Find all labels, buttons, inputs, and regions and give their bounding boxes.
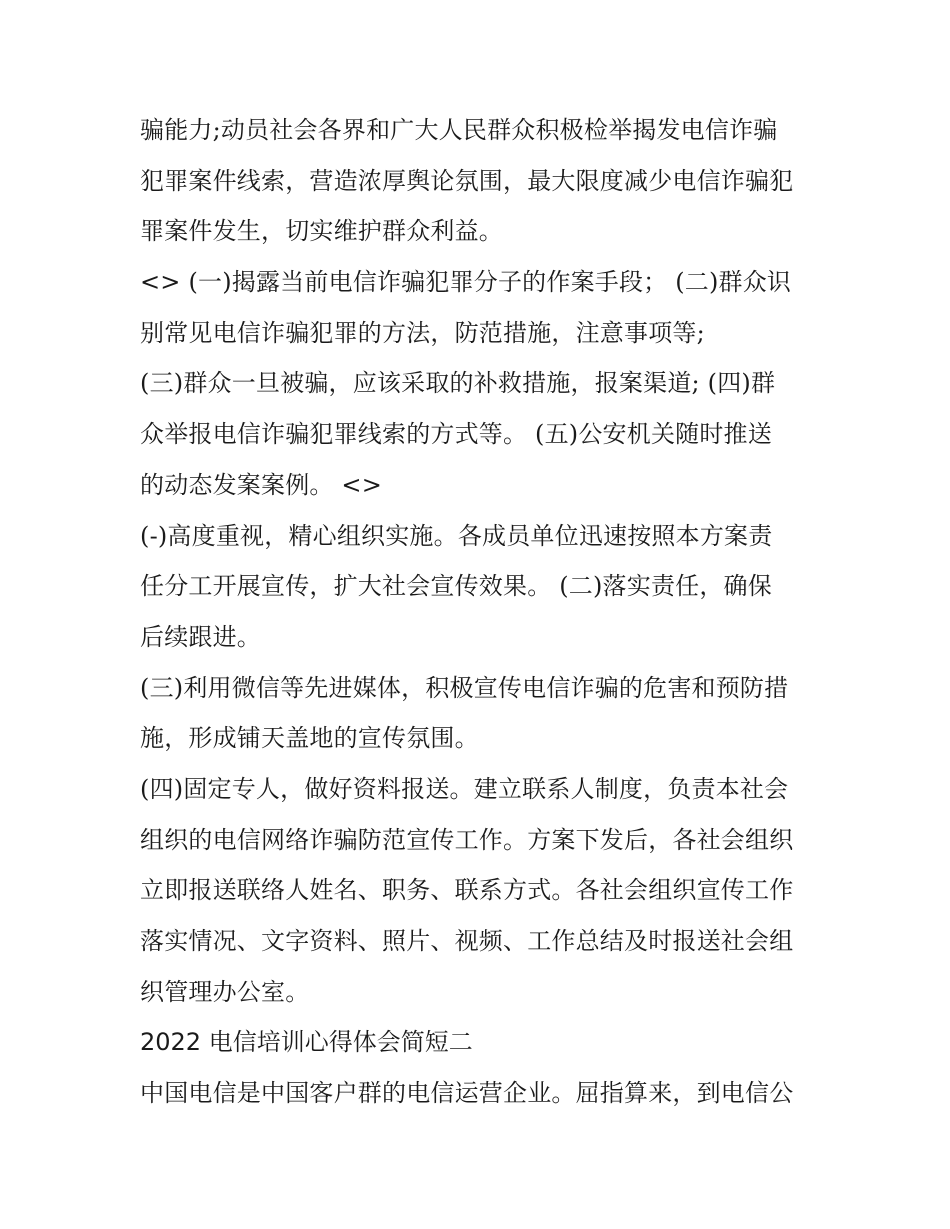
text-line: 犯罪案件线索，营造浓厚舆论氛围，最大限度减少电信诈骗犯 [140, 166, 794, 195]
text-line: 落实情况、文字资料、照片、视频、工作总结及时报送社会组 [140, 927, 794, 955]
text-line: 罪案件发生，切实维护群众利益。 [140, 217, 503, 246]
text-line: (三)群众一旦被骗，应该采取的补救措施，报案渠道; (四)群 [140, 369, 776, 398]
text-line: 的动态发案案例。 <> [140, 470, 383, 499]
text-line: (-)高度重视，精心组织实施。各成员单位迅速按照本方案责 [140, 521, 773, 550]
text-line: 组织的电信网络诈骗防范宣传工作。方案下发后，各社会组织 [140, 825, 794, 854]
section-heading: 2022 电信培训心得体会简短二 [140, 1028, 473, 1057]
text-line: (四)固定专人，做好资料报送。建立联系人制度，负责本社会 [140, 774, 789, 803]
text-line: 立即报送联络人姓名、职务、联系方式。各社会组织宣传工作 [140, 876, 794, 905]
text-line: 众举报电信诈骗犯罪线索的方式等。 (五)公安机关随时推送 [140, 420, 772, 449]
text-line: 施，形成铺天盖地的宣传氛围。 [140, 724, 479, 753]
text-line: 织管理办公室。 [140, 977, 310, 1006]
text-line: 任分工开展宣传，扩大社会宣传效果。 (二)落实责任，确保 [140, 572, 772, 601]
text-line: 骗能力;动员社会各界和广大人民群众积极检举揭发电信诈骗 [140, 116, 778, 144]
text-line: 后续跟进。 [140, 622, 261, 651]
text-line: 中国电信是中国客户群的电信运营企业。屈指算来，到电信公 [140, 1079, 794, 1108]
text-line: (三)利用微信等先进媒体，积极宣传电信诈骗的危害和预防措 [140, 673, 789, 702]
text-line: 别常见电信诈骗犯罪的方法，防范措施，注意事项等; [140, 318, 705, 347]
text-line: <> (一)揭露当前电信诈骗犯罪分子的作案手段； (二)群众识 [140, 268, 792, 297]
document-body [140, 105, 820, 1119]
